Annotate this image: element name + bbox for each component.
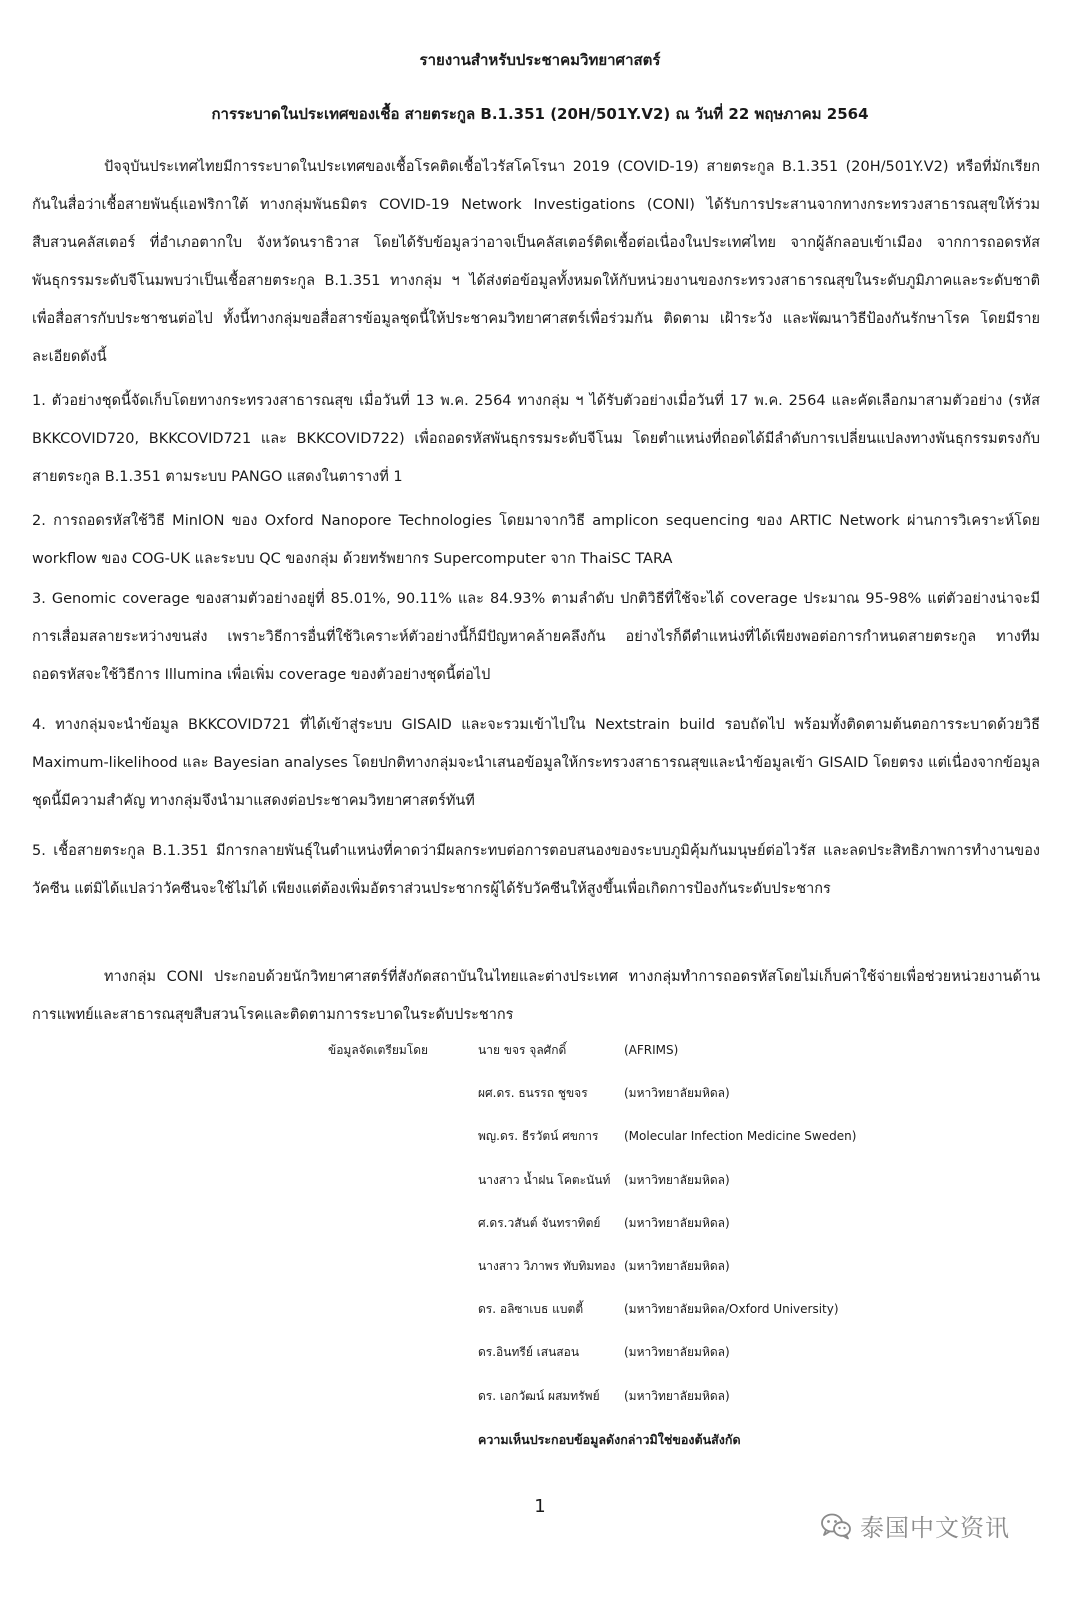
- contributor-row: [328, 1209, 948, 1252]
- contributor-affiliation: (มหาวิทยาลัยมหิดล): [624, 1215, 730, 1230]
- contributor-row: [328, 1295, 948, 1338]
- contributor-affiliation: (มหาวิทยาลัยมหิดล): [624, 1345, 730, 1360]
- contributor-name: ดร. อลิซาเบธ แบตตี้: [478, 1302, 584, 1317]
- point-2: 2. การถอดรหัสใช้วิธี MinION ของ Oxford Nanopore Technologies โดยมาจากวิธี amplicon sequencing ของ ARTIC Network ผ่านการวิเคราะห์โดย workflow ของ COG-UK และระบบ QC ของกลุ่ม ด้วยทรัพยากร Supercomputer จาก ThaiSC TARA: [32, 513, 1040, 567]
- contributor-name: ดร.อินทรีย์ เสนสอน: [478, 1345, 580, 1360]
- contributor-row: [328, 1036, 948, 1079]
- wechat-icon: [820, 1512, 852, 1540]
- point-5: 5. เชื้อสายตระกูล B.1.351 มีการกลายพันธุ์ในตำแหน่งที่คาดว่ามีผลกระทบต่อการตอบสนองของระบบภูมิคุ้มกันมนุษย์ต่อไวรัส และลดประสิทธิภาพการทำงานของวัคซีน แต่มิได้แปลว่าวัคซีนจะใช้ไม่ได้ เพียงแต่ต้องเพิ่มอัตราส่วนประชากรผู้ได้รับวัคซีนให้สูงขึ้นเพื่อเกิดการป้องกันระดับประชากร: [32, 843, 1040, 897]
- contributor-name: นาย ขจร จุลศักดิ์: [478, 1043, 567, 1057]
- contributor-affiliation: (มหาวิทยาลัยมหิดล): [624, 1388, 730, 1403]
- contributor-affiliation: (มหาวิทยาลัยมหิดล): [624, 1172, 730, 1187]
- closing-paragraph: ทางกลุ่ม CONI ประกอบด้วยนักวิทยาศาสตร์ที่สังกัดสถาบันในไทยและต่างประเทศ ทางกลุ่มทำการถอดรหัสโดยไม่เก็บค่าใช้จ่ายเพื่อช่วยหน่วยงานด้านการแพทย์และสาธารณสุขสืบสวนโรคและติดตามการระบาดในระดับประชากร: [32, 969, 1040, 1023]
- contributor-row: [328, 1166, 948, 1209]
- contributor-affiliation: (มหาวิทยาลัยมหิดล/Oxford University): [624, 1302, 839, 1317]
- contributor-row: [328, 1079, 948, 1122]
- contributor-name: นางสาว วิภาพร ทับทิมทอง: [478, 1258, 616, 1273]
- contributor-name: ดร. เอกวัฒน์ ผสมทรัพย์: [478, 1388, 600, 1403]
- document-title: รายงานสำหรับประชาคมวิทยาศาสตร์: [419, 51, 661, 69]
- contributor-affiliation: (มหาวิทยาลัยมหิดล): [624, 1258, 730, 1273]
- contributor-row: [328, 1122, 948, 1165]
- point-3: 3. Genomic coverage ของสามตัวอย่างอยู่ที่ 85.01%, 90.11% และ 84.93% ตามลำดับ ปกติวิธีที่ใช้จะได้ coverage ประมาณ 95-98% แต่ตัวอย่างน่าจะมีการเสื่อมสลายระหว่างขนส่ง เพราะวิธีการอื่นที่ใช้วิเคราะห์ตัวอย่างนี้ก็มีปัญหาคล้ายคลึงกัน อย่างไรก็ดีตำแหน่งที่ได้เพียงพอต่อการกำหนดสายตระกูล ทางทีมถอดรหัสจะใช้วิธีการ Illumina เพื่อเพิ่ม coverage ของตัวอย่างชุดนี้ต่อไป: [32, 591, 1040, 683]
- watermark-text: 泰国中文资讯: [860, 1514, 1010, 1542]
- point-1: 1. ตัวอย่างชุดนี้จัดเก็บโดยทางกระทรวงสาธารณสุข เมื่อวันที่ 13 พ.ค. 2564 ทางกลุ่ม ฯ ได้รับตัวอย่างเมื่อวันที่ 17 พ.ค. 2564 และคัดเลือกมาสามตัวอย่าง (รหัส BKKCOVID720, BKKCOVID721 และ BKKCOVID722) เพื่อถอดรหัสพันธุกรรมระดับจีโนม โดยตำแหน่งที่ถอดได้มีลำดับการเปลี่ยนแปลงทางพันธุกรรมตรงกับสายตระกูล B.1.351 ตามระบบ PANGO แสดงในตารางที่ 1: [32, 393, 1040, 485]
- contributor-row: [328, 1252, 948, 1295]
- contributor-name: ผศ.ดร. ธนรรถ ชูขจร: [478, 1086, 588, 1101]
- point-4: 4. ทางกลุ่มจะนำข้อมูล BKKCOVID721 ที่ได้เข้าสู่ระบบ GISAID และจะรวมเข้าไปใน Nextstrain build รอบถัดไป พร้อมทั้งติดตามต้นตอการระบาดด้วยวิธี Maximum-likelihood และ Bayesian analyses โดยปกติทางกลุ่มจะนำเสนอข้อมูลให้กระทรวงสาธารณสุขและนำข้อมูลเข้า GISAID โดยตรง แต่เนื่องจากข้อมูลชุดนี้มีความสำคัญ ทางกลุ่มจึงนำมาแสดงต่อประชาคมวิทยาศาสตร์ทันที: [32, 717, 1040, 809]
- intro-paragraph: ปัจจุบันประเทศไทยมีการระบาดในประเทศของเชื้อโรคติดเชื้อไวรัสโคโรนา 2019 (COVID-19) สายตระกูล B.1.351 (20H/501Y.V2) หรือที่มักเรียกกันในสื่อว่าเชื้อสายพันธุ์แอฟริกาใต้ ทางกลุ่มพันธมิตร COVID-19 Network Investigations (CONI) ได้รับการประสานจากทางกระทรวงสาธารณสุขให้ร่วมสืบสวนคลัสเตอร์ ที่อำเภอตากใบ จังหวัดนราธิวาส โดยได้รับข้อมูลว่าอาจเป็นคลัสเตอร์ติดเชื้อต่อเนื่องในประเทศไทย จากผู้ลักลอบเข้าเมือง จากการถอดรหัสพันธุกรรมระดับจีโนมพบว่าเป็นเชื้อสายตระกูล B.1.351 ทางกลุ่ม ฯ ได้ส่งต่อข้อมูลทั้งหมดให้กับหน่วยงานของกระทรวงสาธารณสุขในระดับภูมิภาคและระดับชาติเพื่อสื่อสารกับประชาชนต่อไป ทั้งนี้ทางกลุ่มขอสื่อสารข้อมูลชุดนี้ให้ประชาคมวิทยาศาสตร์เพื่อร่วมกัน ติดตาม เฝ้าระวัง และพัฒนาวิธีป้องกันรักษาโรค โดยมีรายละเอียดดังนี้: [32, 159, 1040, 365]
- contributor-name: ศ.ดร.วสันต์ จันทราทิตย์: [478, 1215, 601, 1230]
- disclaimer: ความเห็นประกอบข้อมูลดังกล่าวมิใช่ของต้นสังกัด: [478, 1432, 741, 1447]
- contributor-affiliation: (Molecular Infection Medicine Sweden): [624, 1129, 857, 1144]
- contributor-name: พญ.ดร. ธีรวัตน์ ศขการ: [478, 1129, 599, 1144]
- contributors-list: [328, 1036, 948, 1425]
- watermark: [820, 1508, 1010, 1543]
- page-number: 1: [534, 1496, 546, 1517]
- prepared-by-label: ข้อมูลจัดเตรียมโดย: [328, 1043, 429, 1057]
- contributor-affiliation: (มหาวิทยาลัยมหิดล): [624, 1086, 730, 1101]
- document-subtitle: การระบาดในประเทศของเชื้อ สายตระกูล B.1.351 (20H/501Y.V2) ณ วันที่ 22 พฤษภาคม 2564: [211, 105, 869, 123]
- contributor-name: นางสาว น้ำฝน โคตะนันท์: [478, 1172, 611, 1187]
- contributor-row: [328, 1338, 948, 1381]
- contributor-row: [328, 1382, 948, 1425]
- contributor-affiliation: (AFRIMS): [624, 1043, 679, 1057]
